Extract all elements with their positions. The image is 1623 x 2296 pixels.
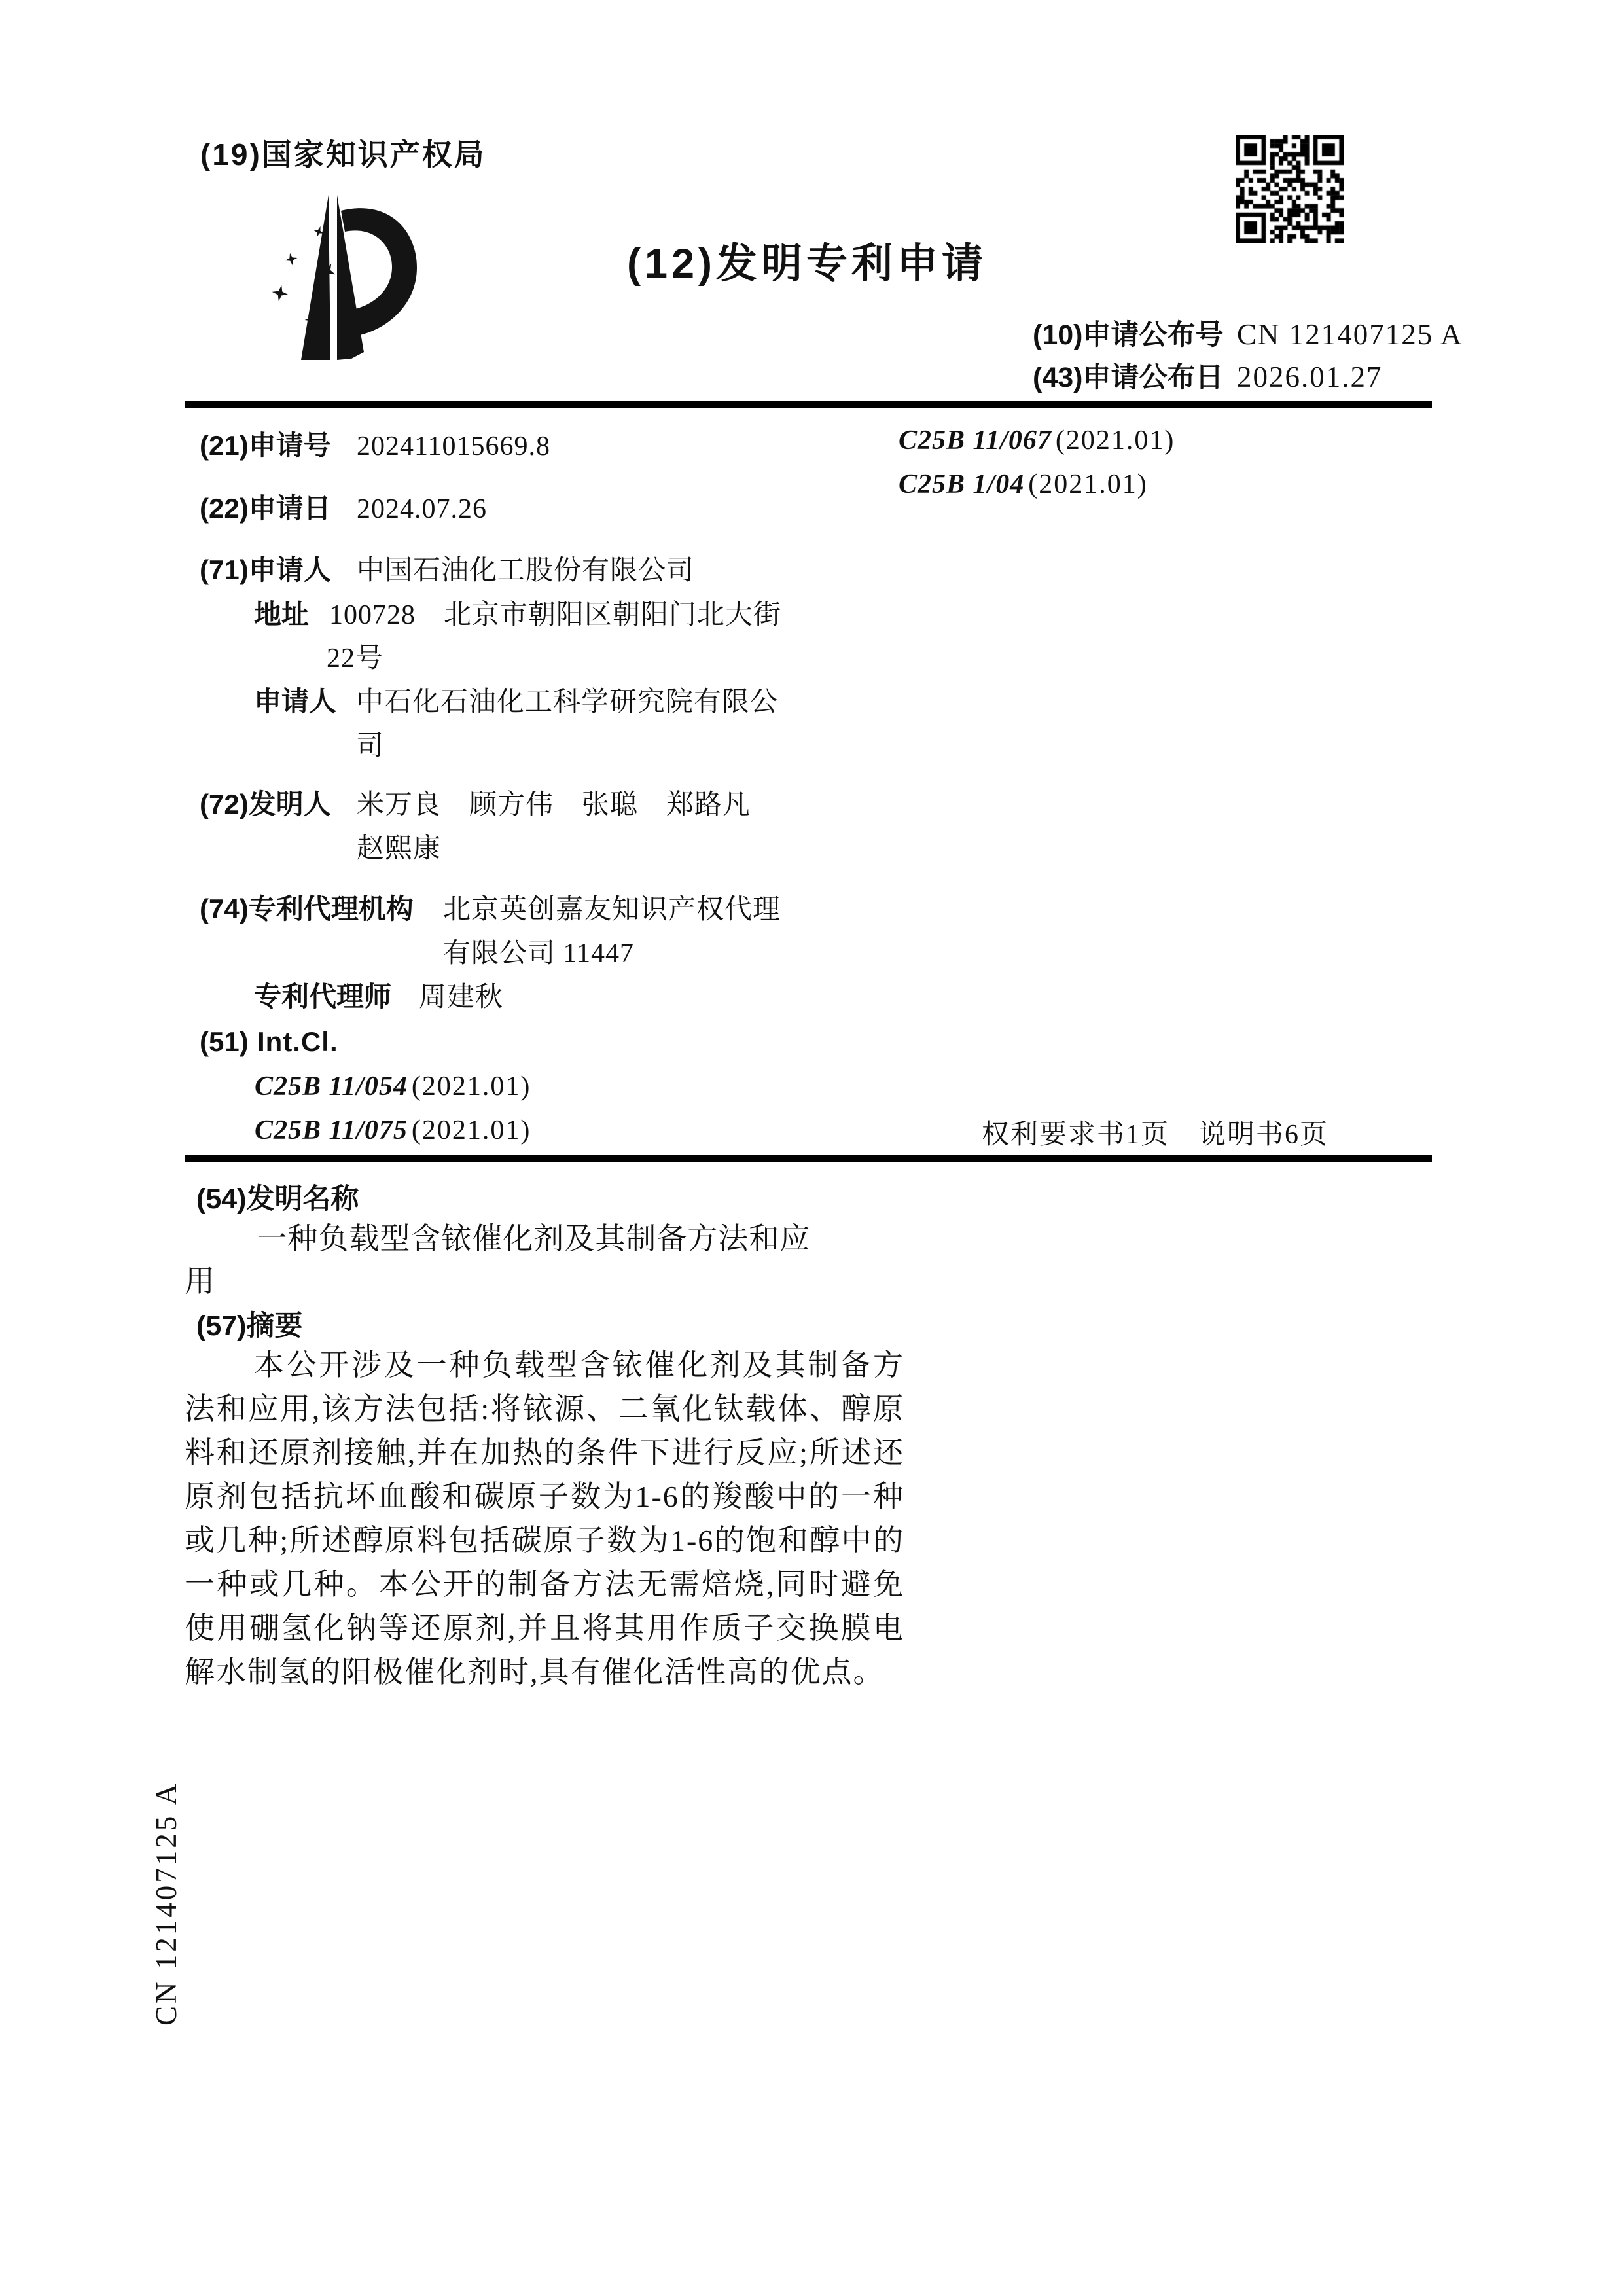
int-cl-version: (2021.01) — [411, 1115, 531, 1145]
pages-info: 权利要求书1页 说明书6页 — [982, 1120, 1329, 1150]
int-cl-code: C25B 11/067 — [899, 425, 1052, 456]
applicant2-value-line1: 中石化石油化工科学研究院有限公 — [356, 687, 779, 717]
doc-type-title: (12)发明专利申请 — [627, 241, 988, 287]
publication-number-label: (10)申请公布号 — [1033, 319, 1224, 351]
publication-date-line — [1033, 355, 1383, 395]
int-cl-code: C25B 11/054 — [255, 1071, 408, 1102]
agent-label: 专利代理师 — [254, 981, 392, 1012]
applicant2-value-line2: 司 — [356, 731, 385, 761]
publication-date-label: (43)申请公布日 — [1033, 362, 1224, 393]
inventors-line — [200, 783, 751, 822]
section-divider-rule — [185, 1155, 1432, 1162]
invention-title: 一种负载型含铱催化剂及其制备方法和应用 — [185, 1222, 811, 1298]
inventors-label: (72)发明人 — [200, 789, 331, 819]
application-date-label: (22)申请日 — [200, 493, 331, 524]
application-date-value: 2024.07.26 — [357, 494, 487, 524]
application-number-value: 202411015669.8 — [357, 431, 550, 461]
abstract-label: (57)摘要 — [196, 1310, 303, 1342]
applicant-label: (71)申请人 — [200, 554, 331, 585]
agency-value-line2: 有限公司 11447 — [443, 939, 634, 969]
agent-line — [254, 975, 503, 1014]
applicant-value: 中国石油化工股份有限公司 — [357, 556, 695, 586]
int-cl-heading — [200, 1026, 338, 1058]
qr-code — [1236, 135, 1344, 243]
applicant-line — [200, 548, 694, 588]
int-cl-version: (2021.01) — [1028, 469, 1148, 499]
publication-number-value: CN 121407125 A — [1237, 318, 1463, 351]
office-name: (19)国家知识产权局 — [200, 137, 486, 171]
header-divider-rule — [185, 401, 1432, 408]
int-cl-label: Int.Cl. — [257, 1026, 338, 1057]
address-value: 100728 北京市朝阳区朝阳门北大街 — [329, 600, 782, 630]
int-cl-code: C25B 11/075 — [255, 1115, 408, 1145]
address-value-line2: 22号 — [327, 643, 384, 673]
int-cl-number: (51) — [200, 1026, 249, 1057]
invention-title-label: (54)发明名称 — [196, 1183, 359, 1215]
agency-line — [200, 888, 781, 927]
agent-value: 周建秋 — [419, 982, 504, 1013]
int-cl-code: C25B 1/04 — [899, 469, 1025, 499]
application-number-line — [200, 424, 550, 463]
int-cl-item — [255, 1114, 531, 1146]
int-cl-version: (2021.01) — [1055, 425, 1175, 456]
publication-number-line — [1033, 313, 1463, 353]
address-line — [254, 593, 781, 632]
address-label: 地址 — [254, 599, 310, 630]
applicant2-label: 申请人 — [254, 686, 337, 717]
agency-label: (74)专利代理机构 — [200, 893, 414, 924]
int-cl-version: (2021.01) — [411, 1071, 531, 1102]
application-number-label: (21)申请号 — [200, 430, 331, 461]
int-cl-item — [899, 424, 1175, 456]
inventors-value-line1: 米万良 顾方伟 张聪 郑路凡 — [357, 790, 751, 820]
abstract-text: 本公开涉及一种负载型含铱催化剂及其制备方法和应用,该方法包括:将铱源、二氧化钛载体、醇原料和还原剂接触,并在加热的条件下进行反应;所述还原剂包括抗坏血酸和碳原子数为1-6的羧酸中的一种或几种;所述醇原料包括碳原子数为1-6的饱和醇中的一种或几种。本公开的制备方法无需焙烧,同时避免使用硼氢化钠等还原剂,并且将其用作质子交换膜电解水制氢的阳极催化剂时,具有催化活性高的优点。 — [185, 1348, 904, 1689]
applicant2-line — [254, 680, 778, 719]
application-date-line — [200, 487, 487, 526]
int-cl-item — [255, 1070, 531, 1102]
agency-value-line1: 北京英创嘉友知识产权代理 — [443, 895, 781, 925]
inventors-value-line2: 赵熙康 — [357, 834, 442, 864]
side-publication-code: CN 121407125 A — [150, 1781, 183, 2026]
publication-date-value: 2026.01.27 — [1237, 361, 1383, 393]
int-cl-item — [899, 468, 1148, 500]
cnipa-logo-icon — [254, 190, 419, 374]
